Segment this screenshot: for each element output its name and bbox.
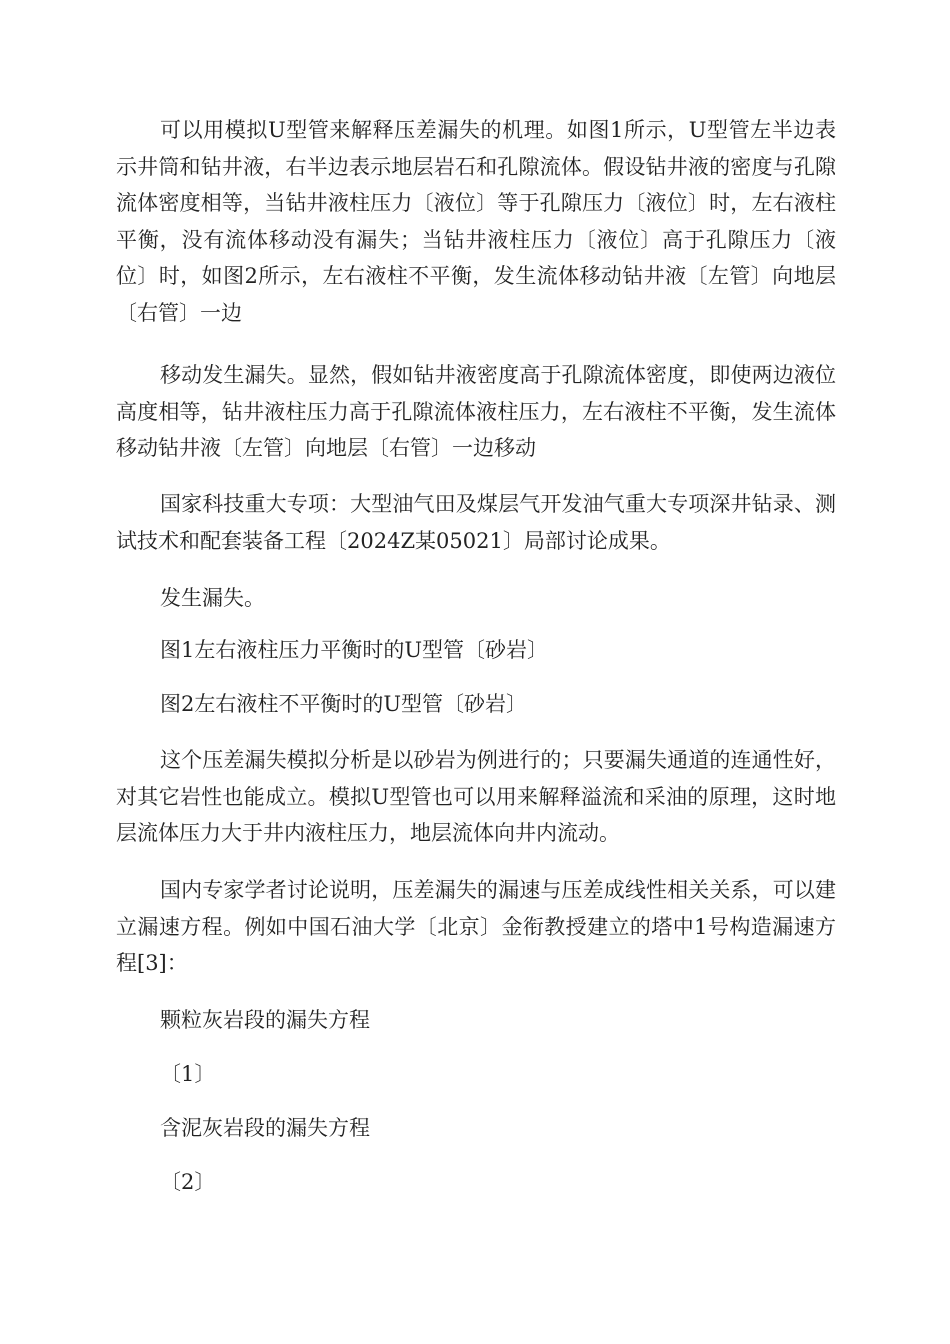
paragraph-leak-occurs: 发生漏失。 xyxy=(160,586,265,610)
figure-1-caption: 图1左右液柱压力平衡时的U型管〔砂岩〕 xyxy=(160,638,549,662)
figure-2-caption: 图2左右液柱不平衡时的U型管〔砂岩〕 xyxy=(160,692,528,716)
paragraph-funding-note: 国家科技重大专项：大型油气田及煤层气开发油气重大专项深井钻录、测试技术和配套装备工程〔2024Z某05021〕局部讨论成果。 xyxy=(116,492,836,553)
equation-2-number: 〔2〕 xyxy=(160,1170,216,1194)
paragraph-u-tube-mechanism: 可以用模拟U型管来解释压差漏失的机理。如图1所示，U型管左半边表示井筒和钻井液，右半边表示地层岩石和孔隙流体。假设钻井液的密度与孔隙流体密度相等，当钻井液柱压力〔液位〕等于孔隙压力〔液位〕时，左右液柱平衡，没有流体移动没有漏失；当钻井液柱压力〔液位〕高于孔隙压力〔液位〕时，如图2所示，左右液柱不平衡，发生流体移动钻井液〔左管〕向地层〔右管〕一边 xyxy=(116,118,836,325)
equation-1-number: 〔1〕 xyxy=(160,1062,216,1086)
paragraph-leak-rate-equation: 国内专家学者讨论说明，压差漏失的漏速与压差成线性相关关系，可以建立漏速方程。例如中国石油大学〔北京〕金衔教授建立的塔中1号构造漏速方程[3]： xyxy=(116,878,836,975)
heading-muddy-limestone-equation: 含泥灰岩段的漏失方程 xyxy=(160,1116,370,1140)
heading-granular-limestone-equation: 颗粒灰岩段的漏失方程 xyxy=(160,1008,370,1032)
paragraph-leakage-movement: 移动发生漏失。显然，假如钻井液密度高于孔隙流体密度，即使两边液位高度相等，钻井液柱压力高于孔隙流体液柱压力，左右液柱不平衡，发生流体移动钻井液〔左管〕向地层〔右管〕一边移动 xyxy=(116,363,836,460)
paragraph-simulation-analysis: 这个压差漏失模拟分析是以砂岩为例进行的；只要漏失通道的连通性好，对其它岩性也能成立。模拟U型管也可以用来解释溢流和采油的原理，这时地层流体压力大于井内液柱压力，地层流体向井内流动。 xyxy=(116,748,836,845)
